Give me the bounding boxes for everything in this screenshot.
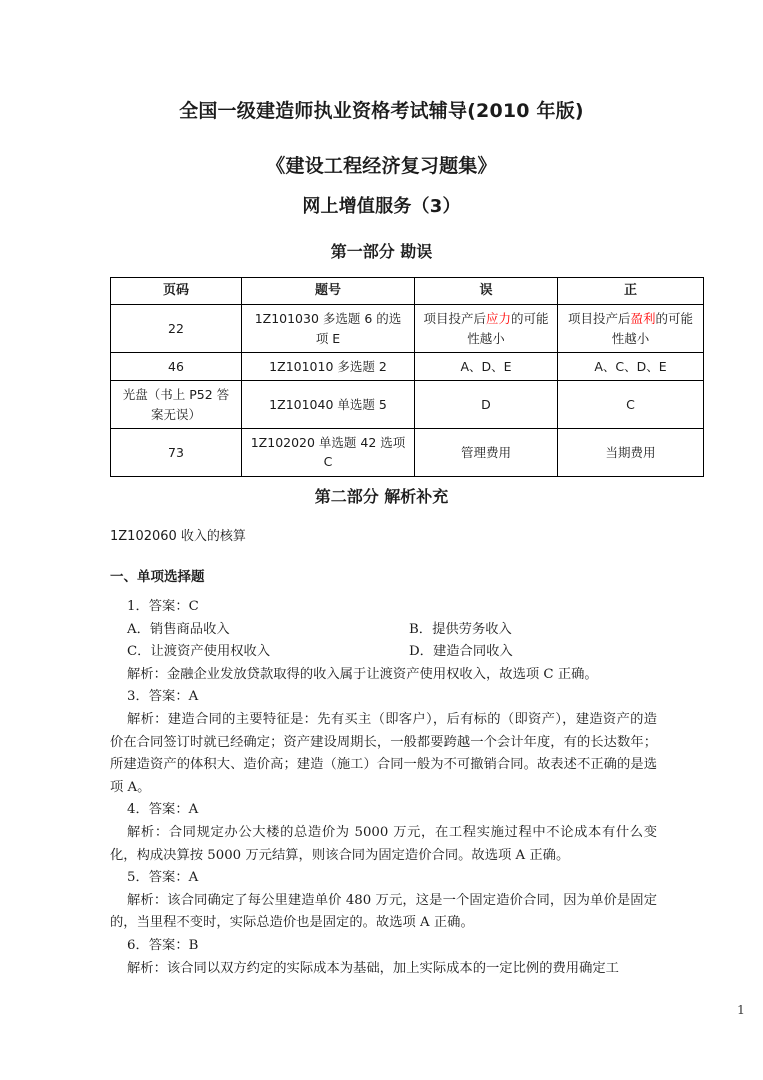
cell-page: 46: [111, 352, 242, 380]
cell-correct: C: [558, 381, 704, 429]
table-header-row: [111, 278, 704, 305]
cell-wrong: 管理费用: [415, 429, 558, 477]
document-title-booktitle: 《建设工程经济复习题集》: [266, 155, 497, 177]
cell-wrong: D: [415, 381, 558, 429]
document-title-service: 网上增值服务（3）: [302, 196, 461, 217]
question-4-analysis: 解析：合同规定办公大楼的总造价为 5000 万元，在工程实施过程中不论成本有什么变化，构成决算按 5000 万元结算，则该合同为固定造价合同。故选项 A 正确。: [110, 824, 657, 863]
wrong-text-prefix: 项目投产后: [423, 311, 486, 327]
question-1-options-row-1: [110, 619, 657, 642]
question-4-label: 4．答案：A: [127, 802, 199, 818]
question-1-analysis: 解析：金融企业发放贷款取得的收入属于让渡资产使用权收入，故选项 C 正确。: [127, 666, 598, 682]
question-5-analysis: 解析：该合同确定了每公里建造单价 480 万元，这是一个固定造价合同，因为单价是固定的，当里程不变时，实际总造价也是固定的。故选项 A 正确。: [110, 892, 657, 931]
correct-text-prefix: 项目投产后: [567, 311, 631, 327]
question-1-label: 1．答案：C: [127, 599, 199, 614]
cell-correct: [558, 305, 704, 353]
cell-wrong: A、D、E: [415, 352, 558, 380]
question-1-option-b: B．提供劳务收入: [409, 621, 512, 637]
part-two-heading: 第二部分 解析补充: [314, 487, 449, 506]
document-title-main: 全国一级建造师执业资格考试辅导(2010 年版): [179, 100, 584, 122]
cell-page: 22: [111, 305, 242, 353]
table-row: [111, 352, 704, 380]
page-number: 1: [737, 1002, 745, 1017]
wrong-text-suffix: 的可能性越小: [467, 311, 549, 346]
table-row: [111, 381, 704, 429]
column-header-page: 页码: [111, 278, 242, 305]
question-3-label: 3．答案：A: [127, 689, 199, 705]
correct-text-highlight: 盈利: [630, 311, 656, 327]
part-one-heading: 第一部分 勘误: [330, 242, 433, 261]
table-row: [111, 305, 704, 353]
cell-correct: A、C、D、E: [558, 352, 704, 380]
cell-wrong: [415, 305, 558, 353]
section-code-label: 1Z102060 收入的核算: [110, 529, 246, 544]
cell-question-number: 1Z101030 多选题 6 的选 项 E: [242, 305, 415, 353]
cell-question-number: 1Z101010 多选题 2: [242, 352, 415, 380]
question-1-option-d: D．建造合同收入: [409, 644, 513, 660]
question-6-label: 6．答案：B: [127, 937, 199, 953]
question-1-option-c: C．让渡资产使用权收入: [127, 644, 271, 660]
errata-table: [110, 277, 704, 477]
cell-page: 73: [111, 429, 242, 477]
question-6-analysis: 解析：该合同以双方约定的实际成本为基础，加上实际成本的一定比例的费用确定工: [127, 960, 619, 976]
question-type-label: 一、单项选择题: [110, 569, 205, 585]
question-1-options-row-2: [110, 641, 657, 664]
question-3-analysis: 解析：建造合同的主要特征是：先有买主（即客户），后有标的（即资产），建造资产的造价在合同签订时就已经确定；资产建设周期长，一般都要跨越一个会计年度，有的长达数年；所建造资产的体积大、造价高；建造（施工）合同一般为不可撤销合同。故表述不正确的是选项 A。: [110, 711, 657, 795]
cell-page: 光盘（书上 P52 答案无误）: [111, 381, 242, 429]
column-header-question-number: 题号: [242, 278, 415, 305]
question-5-label: 5．答案：A: [127, 870, 199, 886]
table-row: [111, 429, 704, 477]
cell-correct: 当期费用: [558, 429, 704, 477]
question-1-option-a: A．销售商品收入: [127, 621, 230, 637]
cell-question-number: 1Z102020 单选题 42 选项 C: [242, 429, 415, 477]
wrong-text-highlight: 应力: [485, 311, 511, 327]
correct-text-suffix: 的可能性越小: [611, 311, 694, 346]
answers-container: [110, 596, 657, 980]
cell-question-number: 1Z101040 单选题 5: [242, 381, 415, 429]
column-header-correct: 正: [558, 278, 704, 305]
column-header-wrong: 误: [415, 278, 558, 305]
